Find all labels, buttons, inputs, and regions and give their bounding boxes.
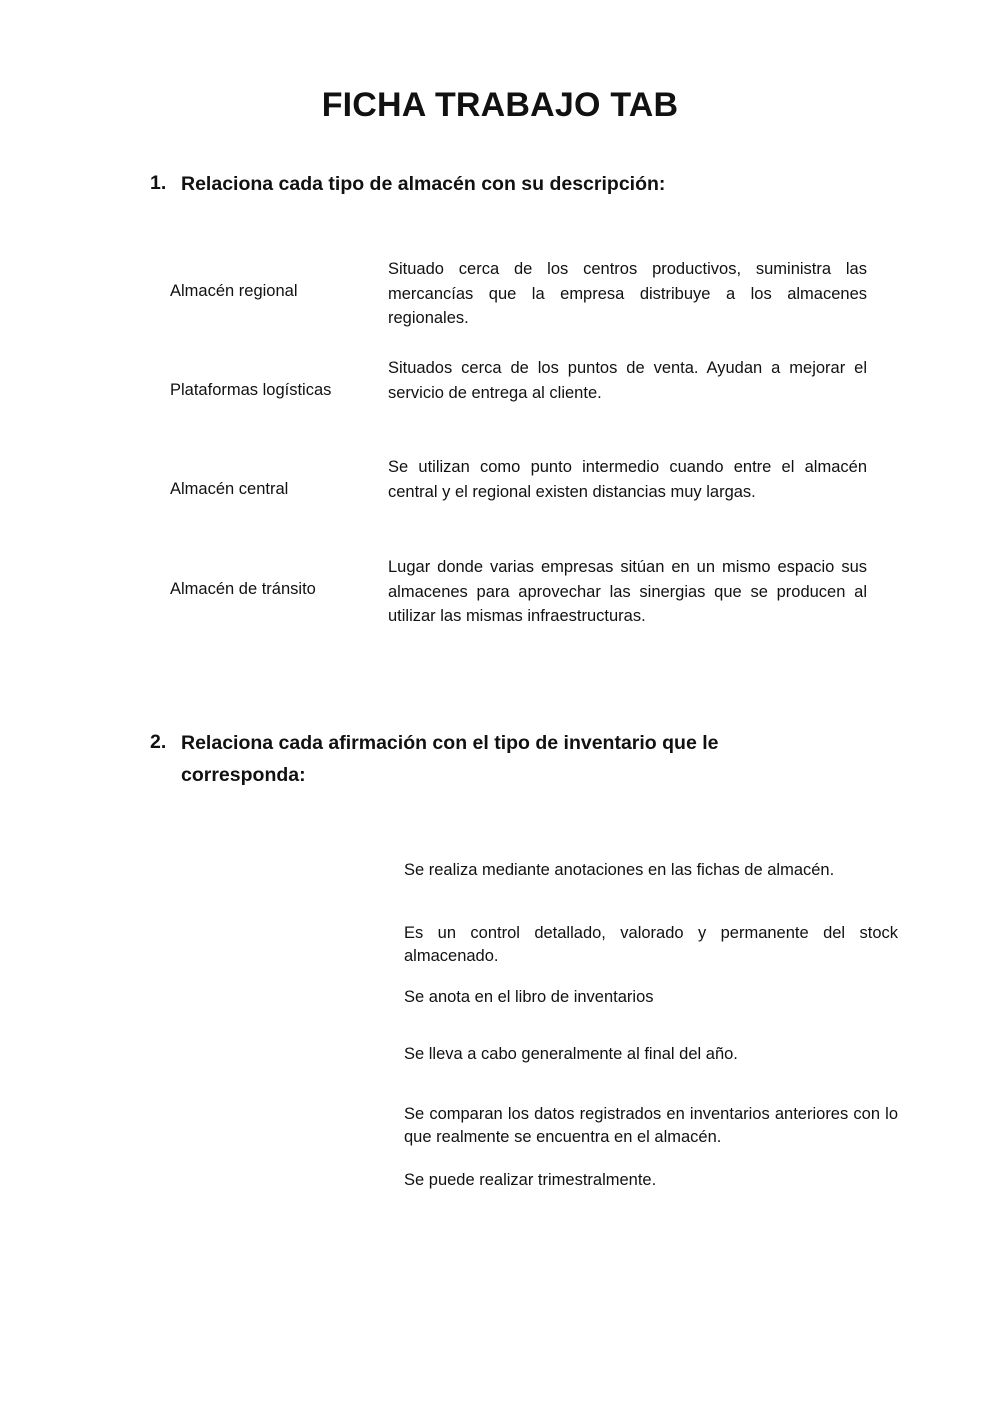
question-2-text-line1: Relaciona cada afirmación con el tipo de inventario que le <box>181 732 719 754</box>
statement-1: Se realiza mediante anotaciones en las fichas de almacén. <box>404 861 835 879</box>
statement-6: Se puede realizar trimestralmente. <box>404 1171 657 1189</box>
description-3: Se utilizan como punto intermedio cuando entre el almacén central y el regional existen distancias muy largas. <box>388 458 867 501</box>
description-1: Situado cerca de los centros productivos, suministra las mercancías que la empresa distribuye a los almacenes regionales. <box>388 260 867 327</box>
statement-4: Se lleva a cabo generalmente al final del año. <box>404 1045 738 1063</box>
term-almacen-transito: Almacén de tránsito <box>170 580 316 598</box>
question-2-number: 2. <box>150 731 167 753</box>
statement-5: Se comparan los datos registrados en inventarios anteriores con lo que realmente se encuentra en el almacén. <box>404 1105 898 1146</box>
question-1-number: 1. <box>150 172 167 194</box>
description-4: Lugar donde varias empresas sitúan en un mismo espacio sus almacenes para aprovechar las sinergias que se producen al utilizar las mismas infraestructuras. <box>388 558 867 625</box>
description-2: Situados cerca de los puntos de venta. Ayudan a mejorar el servicio de entrega al cliente. <box>388 359 867 402</box>
statement-3: Se anota en el libro de inventarios <box>404 988 654 1006</box>
question-1-text: Relaciona cada tipo de almacén con su descripción: <box>181 173 666 195</box>
term-almacen-central: Almacén central <box>170 480 289 498</box>
question-2-text-line2: corresponda: <box>181 764 306 786</box>
term-almacen-regional: Almacén regional <box>170 282 298 300</box>
statement-2: Es un control detallado, valorado y permanente del stock almacenado. <box>404 924 898 965</box>
page-title: FICHA TRABAJO TAB <box>321 86 679 124</box>
term-plataformas-logisticas: Plataformas logísticas <box>170 381 332 399</box>
